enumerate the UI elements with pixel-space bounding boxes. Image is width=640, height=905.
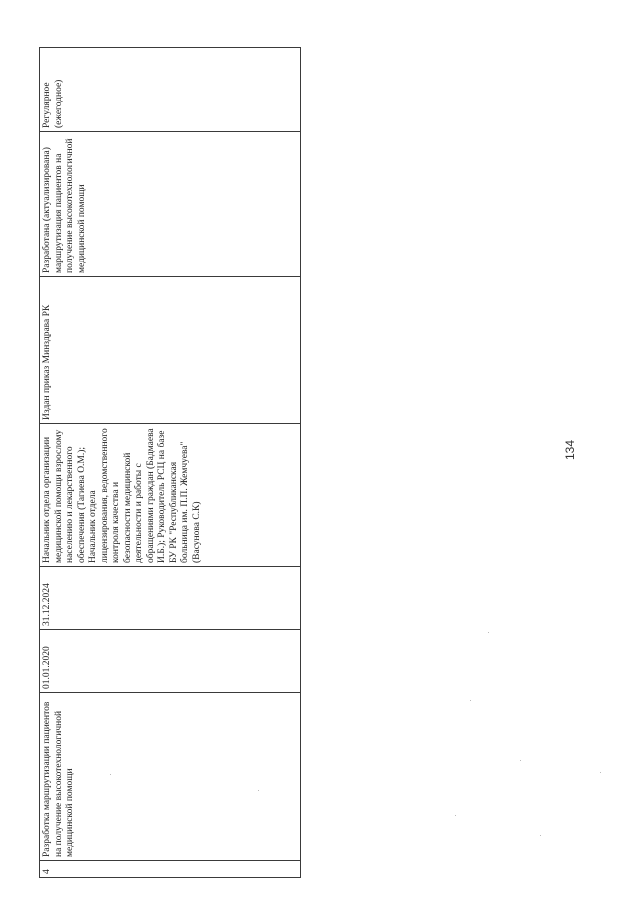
activity-table-grid xyxy=(39,47,301,878)
scan-speck xyxy=(488,632,489,633)
scan-speck xyxy=(520,760,521,761)
page-number: 134 xyxy=(563,439,577,460)
result-type-cell: Издан приказ Минздрава РК xyxy=(40,277,301,424)
row-number-cell: 4 xyxy=(40,861,301,878)
scan-speck xyxy=(258,790,259,791)
responsible-cell: Начальник отдела организации медицинской помощи взрослому населению и лекарственного обеспечения (Тагиева О.М.); Начальник отдела лицензирования, ведомственного контроля качества и безопасности медицинской деятельности и работы с обращениями граждан (Бадмаева И.Б.); Руководитель РСЦ на базе БУ РК "Республиканская больница им. П.П. Жемчуева" (Васунова С.К) xyxy=(40,424,301,567)
activity-cell: Разработка маршрутизации пациентов на получение высокотехнологичной медицинской помощи xyxy=(40,693,301,861)
activity-table xyxy=(39,48,301,878)
scan-speck xyxy=(110,774,111,775)
end-date-cell: 31.12.2024 xyxy=(40,567,301,630)
scan-speck xyxy=(470,700,471,701)
result-cell: Разработана (актуализирована) маршрутизация пациентов на получение высокотехнологичной медицинской помощи xyxy=(40,132,301,277)
scan-speck xyxy=(455,815,456,816)
start-date-cell: 01.01.2020 xyxy=(40,630,301,693)
scan-speck xyxy=(540,835,541,836)
frequency-cell: Регулярное (ежегодное) xyxy=(40,48,301,132)
table-row xyxy=(40,48,301,878)
scan-speck xyxy=(600,772,601,773)
